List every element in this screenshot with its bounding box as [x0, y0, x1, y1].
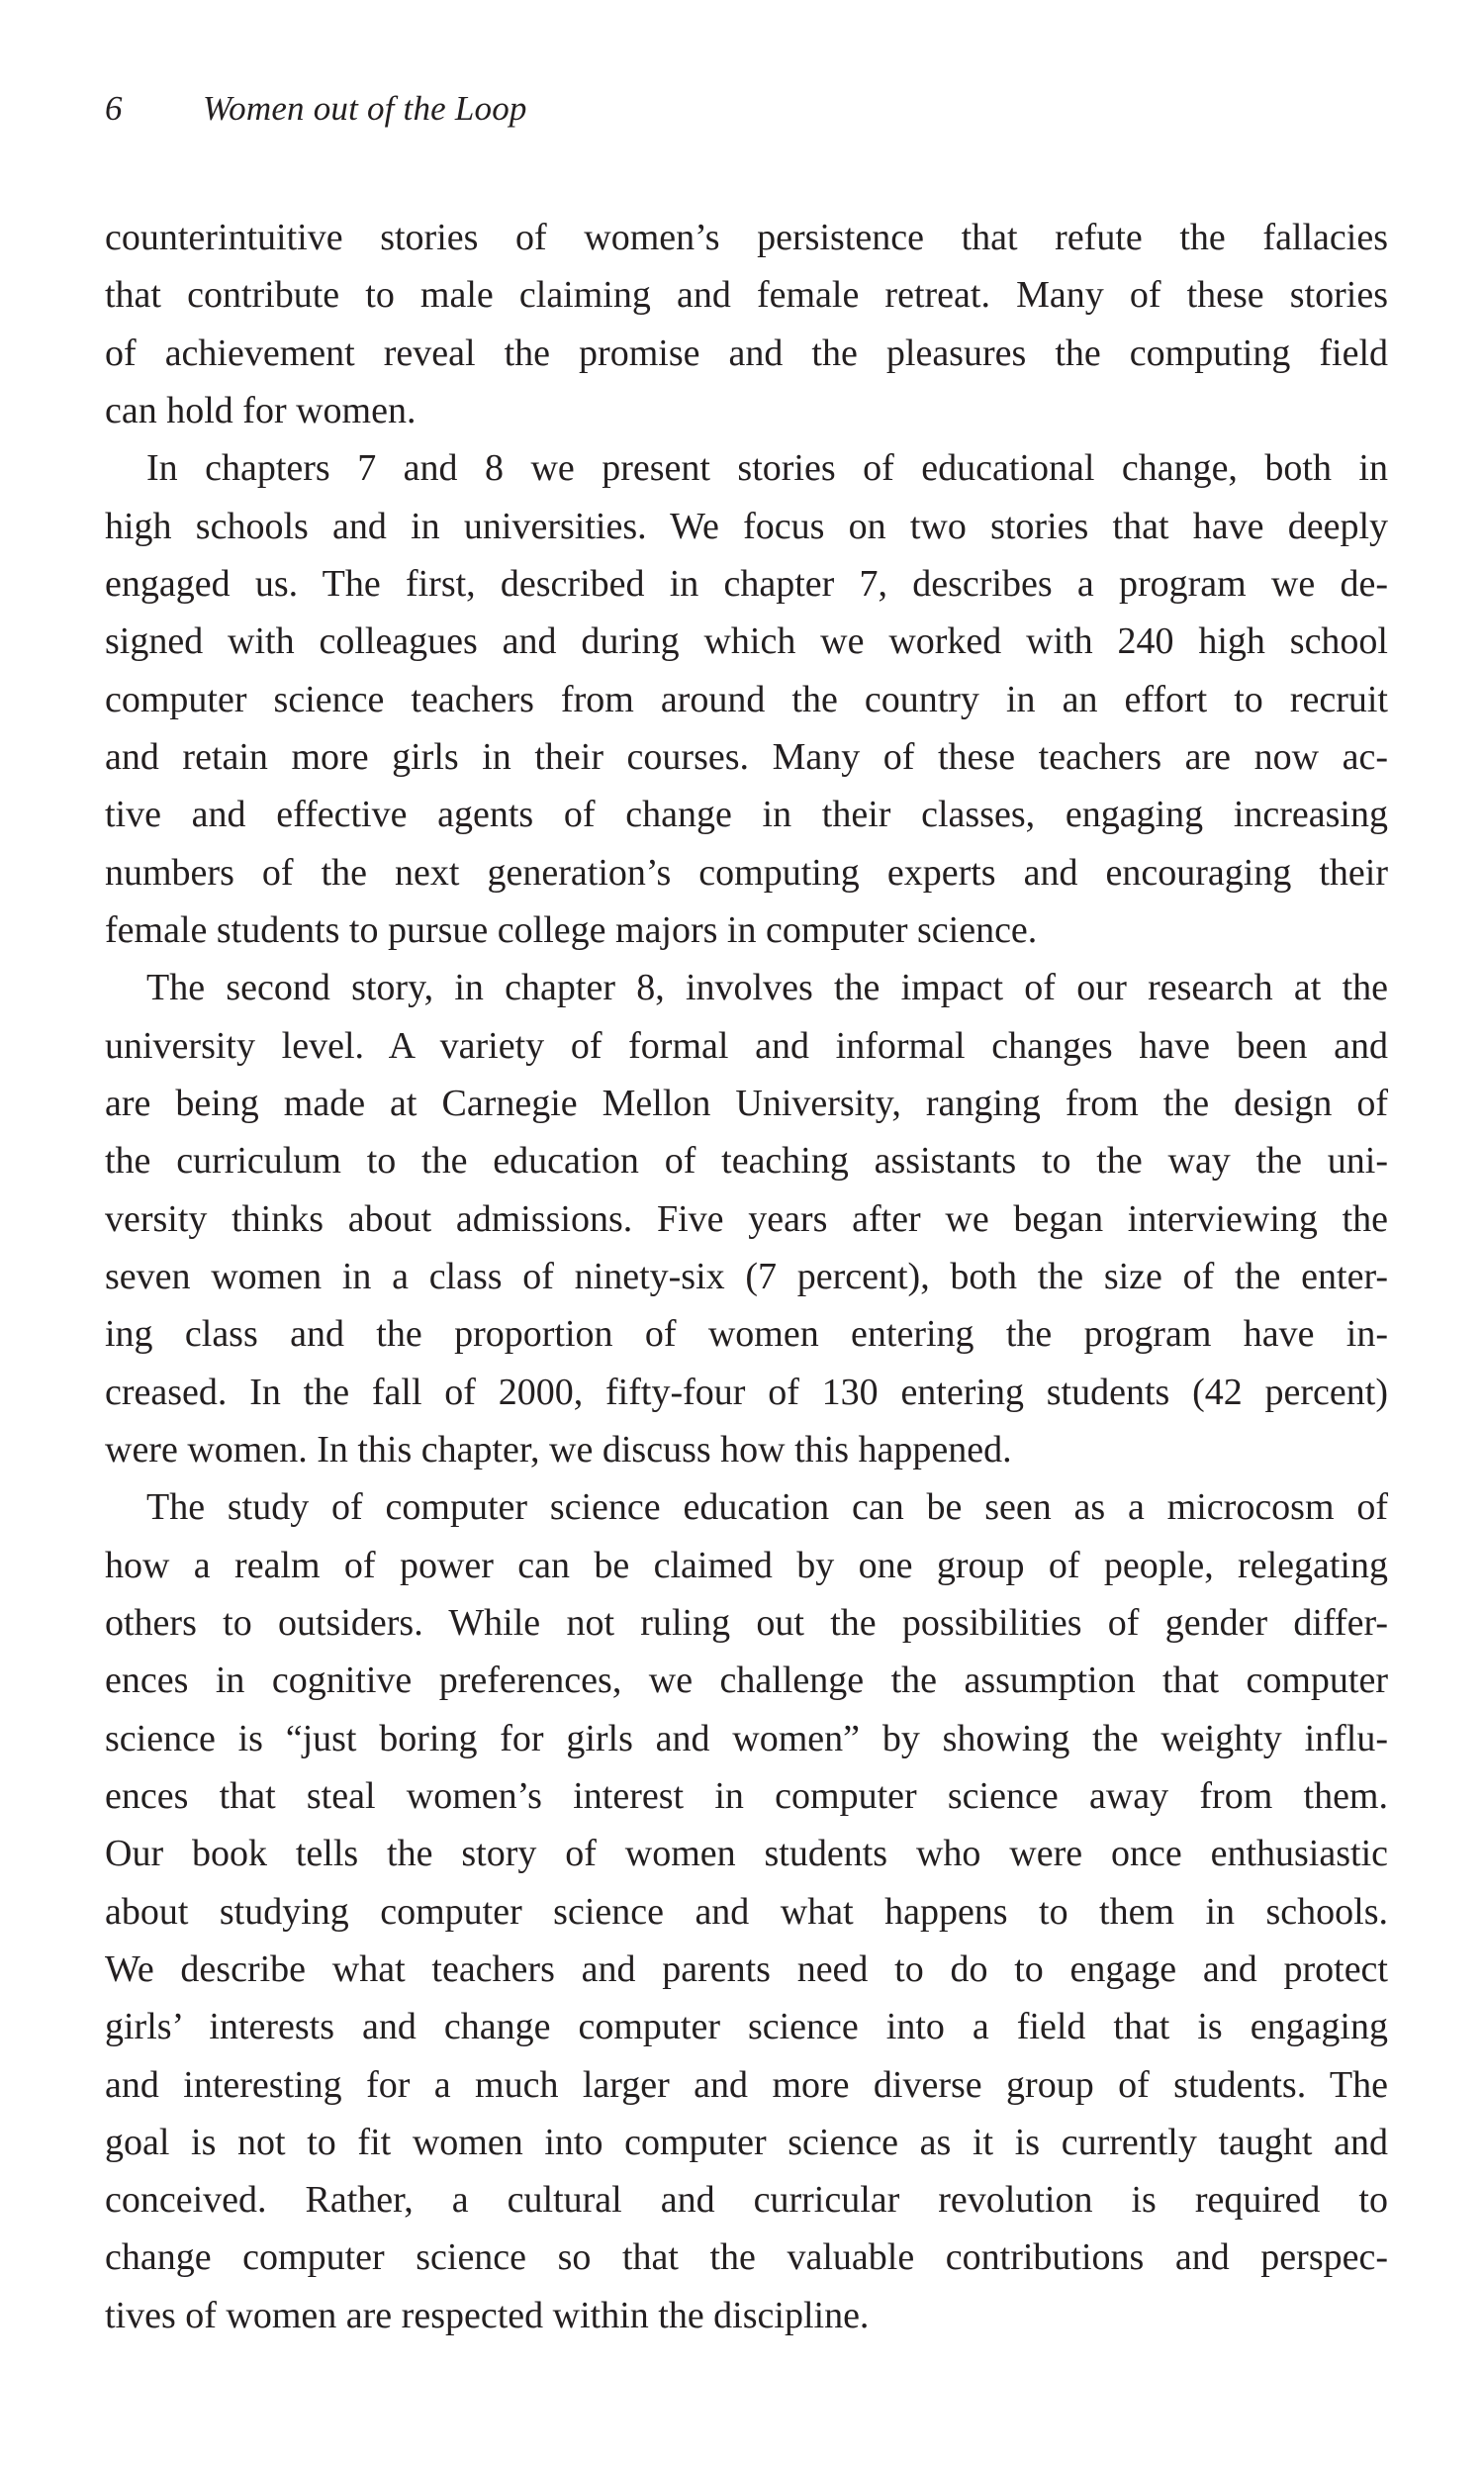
text-line: tives of women are respected within the discipline. [105, 2294, 870, 2336]
text-line: The second story, in chapter 8, involves the impact of our research at the [146, 967, 1388, 1009]
text-line: computer science teachers from around the country in an effort to recruit [105, 678, 1388, 720]
running-head-title: Women out of the Loop [203, 89, 527, 128]
text-line: the curriculum to the education of teaching assistants to the way the uni- [105, 1140, 1388, 1183]
text-line: seven women in a class of ninety-six (7 percent), both the size of the enter- [105, 1255, 1388, 1297]
text-line: counterintuitive stories of women’s persistence that refute the fallacies [105, 217, 1388, 258]
text-line: The study of computer science education can be seen as a microcosm of [146, 1486, 1388, 1529]
paragraph-3 [105, 959, 1388, 1478]
text-line: creased. In the fall of 2000, fifty-four of 130 entering students (42 percent) [105, 1371, 1388, 1413]
text-line: goal is not to fit women into computer science as it is currently taught and [105, 2121, 1388, 2163]
page-number: 6 [105, 89, 123, 128]
text-line: We describe what teachers and parents need to do to engage and protect [105, 1947, 1388, 1990]
text-line: conceived. Rather, a cultural and curricular revolution is required to [105, 2179, 1388, 2222]
text-line: signed with colleagues and during which we worked with 240 high school [105, 620, 1388, 663]
text-line: of achievement reveal the promise and the pleasures the computing field [105, 332, 1388, 374]
text-line: engaged us. The first, described in chapter 7, describes a program we de- [105, 562, 1388, 605]
text-line: and interesting for a much larger and more diverse group of students. The [105, 2063, 1388, 2106]
text-line: can hold for women. [105, 389, 417, 431]
text-line: ences in cognitive preferences, we challenge the assumption that computer [105, 1660, 1388, 1702]
text-line: were women. In this chapter, we discuss how this happened. [105, 1428, 1012, 1470]
text-line: are being made at Carnegie Mellon University, ranging from the design of [105, 1082, 1388, 1124]
text-line: In chapters 7 and 8 we present stories of educational change, both in [146, 447, 1388, 490]
text-line: ing class and the proportion of women entering the program have in- [105, 1313, 1388, 1356]
text-line: girls’ interests and change computer science into a field that is engaging [105, 2006, 1388, 2048]
text-line: that contribute to male claiming and female retreat. Many of these stories [105, 274, 1388, 317]
text-line: ences that steal women’s interest in computer science away from them. [105, 1774, 1388, 1817]
text-line: high schools and in universities. We focus on two stories that have deeply [105, 505, 1388, 547]
text-line: science is “just boring for girls and women” by showing the weighty influ- [105, 1717, 1388, 1759]
text-line: numbers of the next generation’s computing experts and encouraging their [105, 851, 1388, 894]
text-line: tive and effective agents of change in their classes, engaging increasing [105, 794, 1388, 836]
text-line: change computer science so that the valuable contributions and perspec- [105, 2236, 1388, 2279]
paragraph-4 [105, 1478, 1388, 2344]
text-line: versity thinks about admissions. Five years after we began interviewing the [105, 1197, 1388, 1240]
text-line: how a realm of power can be claimed by one group of people, relegating [105, 1544, 1388, 1586]
text-line: female students to pursue college majors in computer science. [105, 908, 1038, 951]
text-line: and retain more girls in their courses. Many of these teachers are now ac- [105, 735, 1388, 778]
text-line: others to outsiders. While not ruling out the possibilities of gender differ- [105, 1601, 1388, 1644]
paragraph-2 [105, 439, 1388, 959]
text-line: Our book tells the story of women students who were once enthusiastic [105, 1833, 1388, 1875]
text-line: about studying computer science and what happens to them in schools. [105, 1890, 1388, 1933]
paragraph-1 [105, 209, 1388, 439]
body-text [105, 209, 1388, 2344]
text-line: university level. A variety of formal and informal changes have been and [105, 1024, 1388, 1067]
